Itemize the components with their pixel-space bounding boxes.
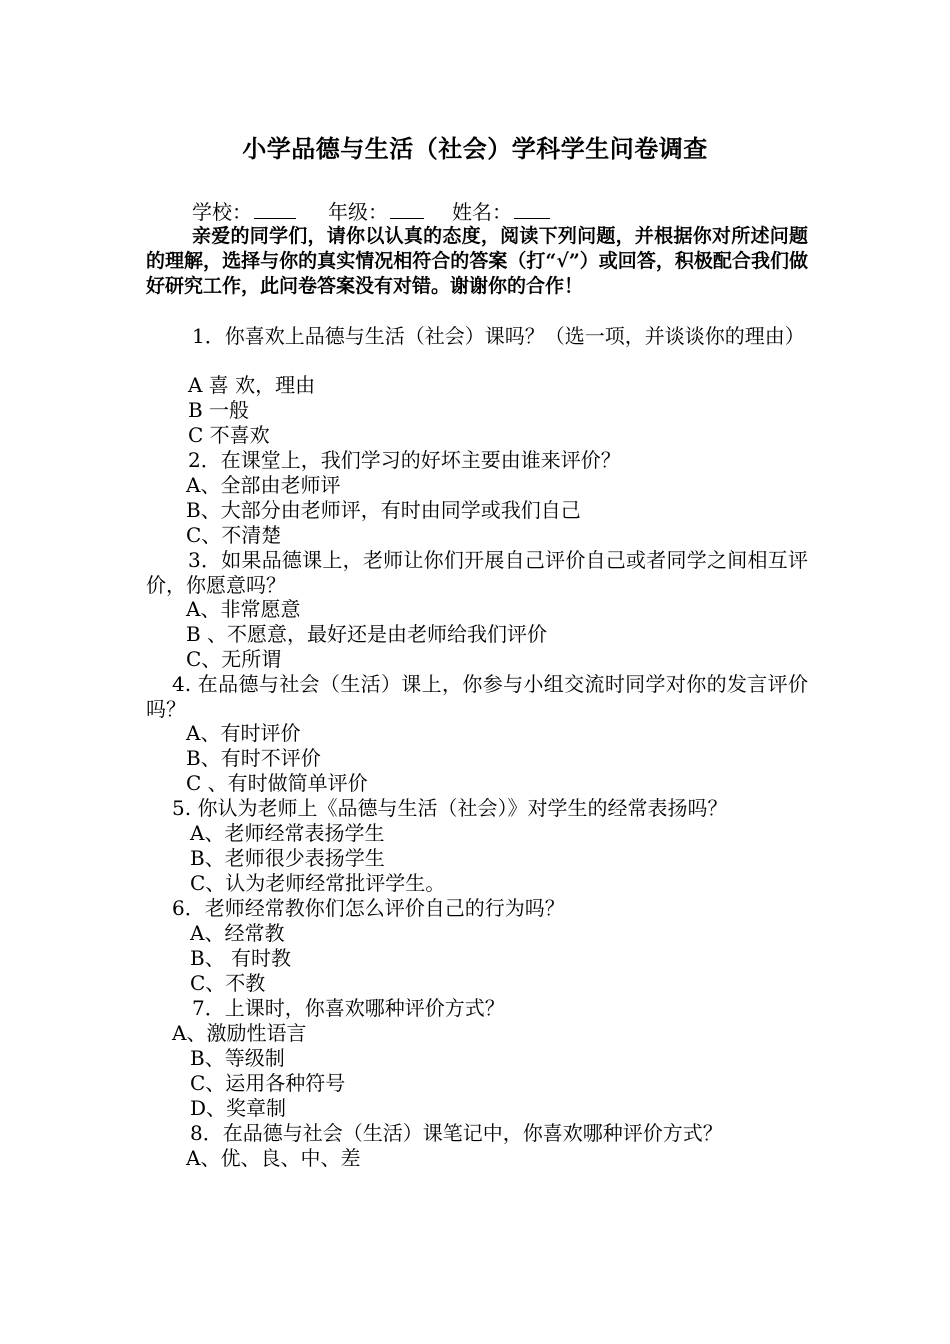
info-line	[192, 198, 556, 226]
question-2: 2．在课堂上，我们学习的好坏主要由谁来评价？	[188, 448, 621, 472]
q2-option-c: C、不清楚	[186, 523, 282, 547]
name-blank	[514, 198, 550, 219]
school-blank	[254, 198, 296, 219]
q2-option-a: A、全部由老师评	[186, 473, 341, 497]
question-4: 4. 在品德与社会（生活）课上，你参与小组交流时同学对你的发言评价吗？	[146, 672, 808, 721]
q7-option-b: B、等级制	[190, 1046, 285, 1070]
q1-option-b: B 一般	[188, 398, 250, 422]
q2-option-b: B、大部分由老师评，有时由同学或我们自己	[186, 498, 581, 522]
q6-option-a: A、经常教	[190, 921, 285, 945]
name-label: 姓名：	[452, 200, 512, 224]
question-1: 1．你喜欢上品德与生活（社会）课吗？（选一项，并谈谈你的理由）	[192, 324, 805, 348]
q1-option-a: A 喜 欢，理由	[188, 373, 316, 397]
q7-option-d: D、奖章制	[190, 1096, 287, 1120]
grade-blank	[390, 198, 424, 219]
q7-option-a: A、激励性语言	[172, 1021, 307, 1045]
question-5: 5. 你认为老师上《品德与生活（社会）》对学生的经常表扬吗？	[172, 796, 728, 820]
q3-option-c: C、无所谓	[186, 647, 282, 671]
q3-option-b: B 、不愿意，最好还是由老师给我们评价	[186, 622, 548, 646]
q5-option-b: B、老师很少表扬学生	[190, 846, 385, 870]
question-8: 8．在品德与社会（生活）课笔记中，你喜欢哪种评价方式？	[190, 1121, 723, 1145]
q4-option-c: C 、有时做简单评价	[186, 771, 368, 795]
page-title: 小学品德与生活（社会）学科学生问卷调查	[242, 134, 708, 163]
q6-option-b: B、 有时教	[190, 946, 292, 970]
q3-option-a: A、非常愿意	[186, 597, 301, 621]
q1-option-c: C 不喜欢	[188, 423, 270, 447]
question-3: 3．如果品德课上，老师让你们开展自己评价自己或者同学之间相互评价，你愿意吗？	[146, 548, 808, 597]
question-7: 7．上课时，你喜欢哪种评价方式？	[192, 996, 505, 1020]
q4-option-b: B、有时不评价	[186, 746, 321, 770]
school-label: 学校：	[192, 200, 252, 224]
q5-option-c: C、认为老师经常批评学生。	[190, 871, 446, 895]
q7-option-c: C、运用各种符号	[190, 1071, 346, 1095]
q4-option-a: A、有时评价	[186, 721, 301, 745]
q6-option-c: C、不教	[190, 971, 266, 995]
intro-paragraph: 亲爱的同学们，请你以认真的态度，阅读下列问题，并根据你对所述问题的理解，选择与你的真实情况相符合的答案（打“√”）或回答，积极配合我们做好研究工作，此问卷答案没有对错。谢谢你的合作！	[146, 225, 808, 297]
q8-option-a: A、优、良、中、差	[186, 1146, 361, 1170]
grade-label: 年级：	[328, 200, 388, 224]
question-6: 6．老师经常教你们怎么评价自己的行为吗？	[172, 896, 565, 920]
q5-option-a: A、老师经常表扬学生	[190, 821, 385, 845]
